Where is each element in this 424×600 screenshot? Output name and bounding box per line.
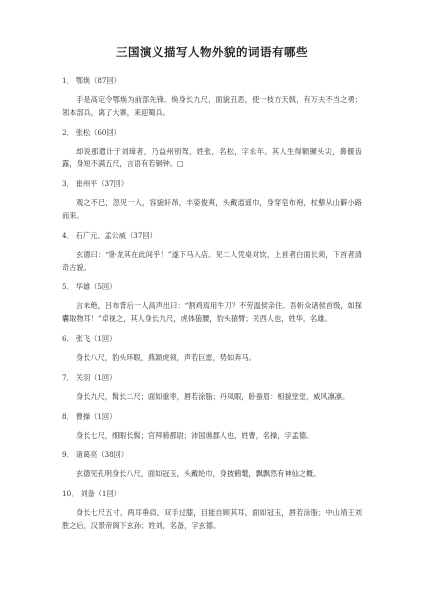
entry-heading <box>62 373 362 383</box>
entry-text: 玄德曰：“卧龙其在此间乎！”遂下马入店。见二人凭桌对饮，上首者白面长须，下首者清奇古貌。 <box>62 249 362 272</box>
entry-2 <box>62 128 362 172</box>
entry-heading-text: 石广元、孟公威（37回） <box>75 230 157 240</box>
entry-heading-text: 崔州平（37回） <box>75 179 129 189</box>
entry-number: 5． <box>62 282 74 292</box>
entry-text: 言未绝，吕布背后一人高声出曰：“割鸡焉用牛刀？不劳温侯亲往。吾斩众诸侯首级，如探囊取物耳！”卓视之，其人身长九尺，虎体狼腰，豹头猿臂；关西人也，姓华，名雄。 <box>62 301 362 324</box>
entry-number: 4． <box>62 230 74 240</box>
entry-text: 手是高定令鄂焕为前部先锋。焕身长九尺，面貌丑恶，使一枝方天戟，有万夫不当之勇；领本部兵，离了大寨，来迎蜀兵。 <box>62 95 362 117</box>
entry-heading-text: 鄂焕（87回） <box>75 76 121 85</box>
entry-heading-text: 华雄（5回） <box>75 282 117 292</box>
entry-heading <box>62 282 362 292</box>
entry-heading <box>62 450 362 460</box>
entry-text: 身长九尺，髯长二尺；面如重枣，唇若涂脂；丹凤眼，卧蚕眉：相貌堂堂，威风凛凛。 <box>76 391 350 401</box>
entry-heading-text: 刘备（1回） <box>80 489 121 499</box>
entry-number: 6． <box>62 333 74 343</box>
entry-heading <box>62 412 362 422</box>
entry-text: 身长七尺五寸，两耳垂肩，双手过膝，目能自顾其耳，面如冠玉，唇若涂脂；中山靖王刘胜之后，汉景帝阁下玄孙；姓刘，名备，字玄德。 <box>62 508 362 530</box>
entry-3 <box>62 179 362 223</box>
entry-heading-text: 曹操（1回） <box>75 411 117 421</box>
entry-4 <box>62 231 362 275</box>
entry-heading-text: 张飞（1回） <box>75 333 117 343</box>
entry-9 <box>62 450 362 481</box>
entry-number: 7． <box>62 372 74 382</box>
entry-5 <box>62 282 362 326</box>
entry-text: 身长七尺，细眼长髯；官拜骑都尉；沛国谯郡人也，姓曹，名操，字孟德。 <box>76 430 314 440</box>
entry-7 <box>62 373 362 404</box>
entry-heading <box>62 76 362 86</box>
document-title: 三国演义描写人物外貌的词语有哪些 <box>116 45 308 59</box>
entry-heading-text: 关羽（1回） <box>75 372 117 382</box>
entry-heading-text: 诸葛亮（38回） <box>75 450 129 460</box>
entry-1 <box>62 76 362 120</box>
entry-6 <box>62 334 362 365</box>
entry-number: 2． <box>62 127 74 137</box>
entry-number: 1． <box>62 76 74 85</box>
entry-text: 玄德见孔明身长八尺，面如冠玉，头戴纶巾，身披鹤氅，飘飘然有神仙之概。 <box>76 469 321 479</box>
entry-10 <box>62 489 362 533</box>
entry-number: 9． <box>62 450 74 460</box>
entry-heading <box>62 179 362 189</box>
entry-text: 观之不已，忽见一人，容貌轩昂，丰姿俊爽，头戴逍遥巾，身穿皂布袍，杖藜从山僻小路而来。 <box>62 198 362 220</box>
entry-8 <box>62 412 362 443</box>
entry-heading-text: 张松（60回） <box>75 127 121 137</box>
entry-text: 身长八尺，豹头环眼，燕颔虎须，声若巨雷，势如奔马。 <box>76 352 256 362</box>
entry-heading <box>62 334 362 344</box>
entry-heading <box>62 489 362 499</box>
entry-text: 却说那遣计于刘璋者，乃益州别驾，姓张，名松，字永年。其人生得额镢头尖，鼻偃齿露，身短不满五尺，言语有若铜钟。□ <box>62 146 362 169</box>
entry-heading <box>62 231 362 241</box>
entry-heading <box>62 128 362 138</box>
entry-number: 8． <box>62 411 74 421</box>
entry-number: 3． <box>62 179 74 189</box>
entry-number: 10． <box>62 489 79 499</box>
